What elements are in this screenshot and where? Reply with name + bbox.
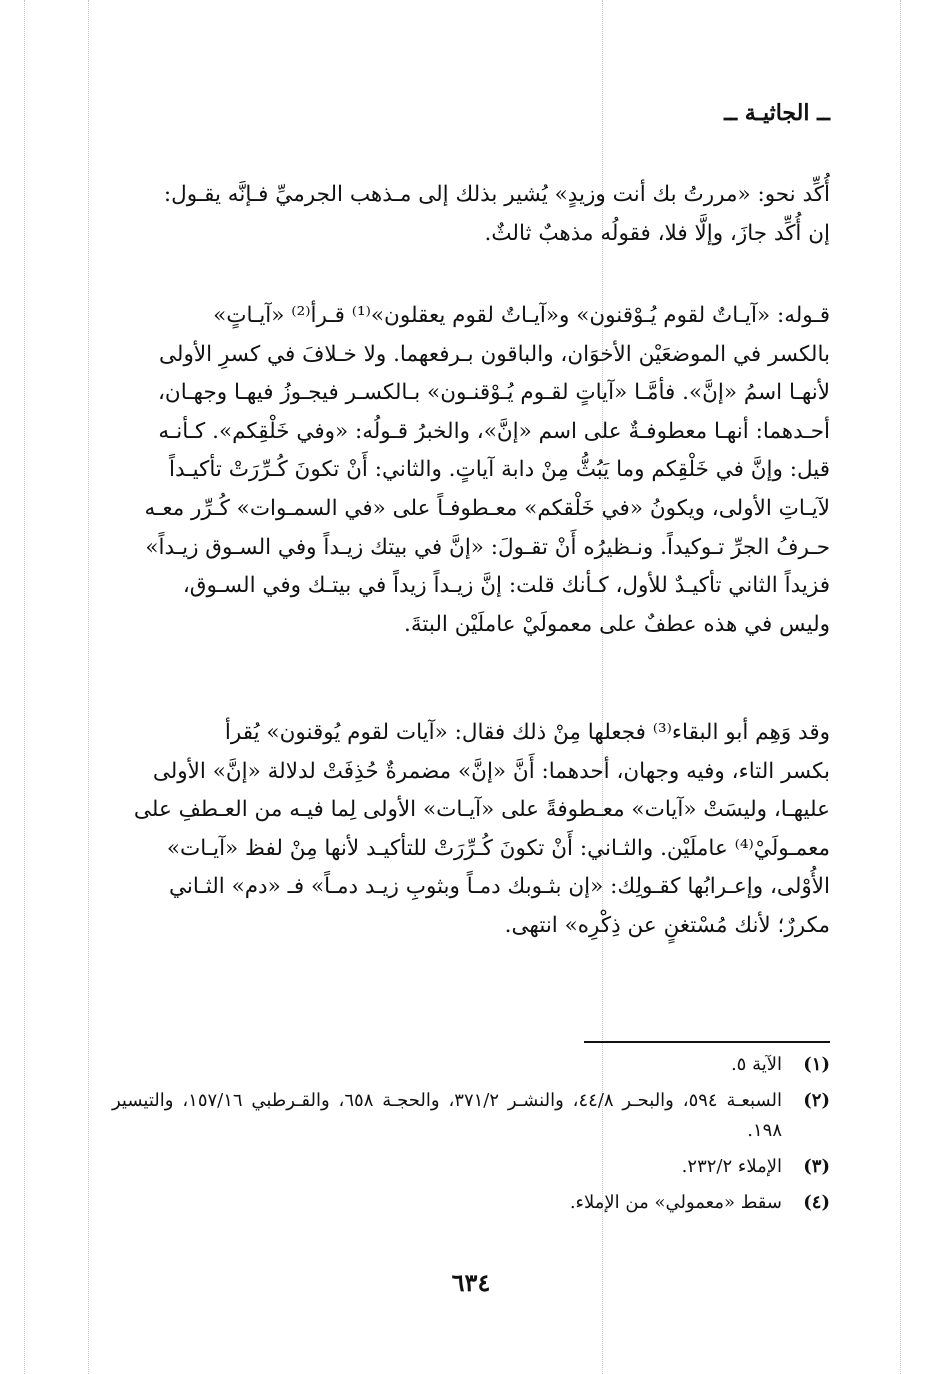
paragraph bbox=[112, 714, 830, 946]
text-line: مكررٌ؛ لأنك مُسْتغنٍ عن ذِكْرِه» انتهى. bbox=[504, 912, 830, 938]
footnote-text: سقط «معمولي» من الإملاء. bbox=[569, 1192, 782, 1213]
footnote-number: (١) bbox=[803, 1054, 830, 1075]
text-line: بالكسر في الموضعَيْن الأخوَان، والباقون بـرفعهما. ولا خـلافَ في كسرِ الأولى bbox=[159, 341, 830, 367]
text-line: قيل: وإنَّ في خَلْقِكم وما يَبُثُّ مِنْ دابة آياتٍ. والثاني: أَنْ تكونَ كُـرِّرَتْ تأكيـداً bbox=[169, 457, 830, 483]
footnote bbox=[112, 1188, 830, 1218]
footnote-number: (٢) bbox=[803, 1090, 830, 1111]
text-line: وقد وَهِم أبو البقاء⁽³⁾ فجعلها مِنْ ذلك فقال: «آيات لقوم يُوقنون» يُقرأ bbox=[224, 720, 830, 745]
text-line: أُكِّد نحو: «مررتُ بك أنت وزيدٍ» يُشير بذلك إلى مـذهب الجرميِّ فـإنَّه يقـول: bbox=[163, 182, 830, 207]
footnote bbox=[112, 1086, 830, 1146]
footnote-divider bbox=[584, 1041, 830, 1043]
scan-artifact-line bbox=[88, 0, 89, 1374]
text-line: معمـولَيْ⁽⁴⁾ عاملَيْن. والثـاني: أَنْ تكونَ كُـرِّرَتْ للتأكيـد لأنها مِنْ لفظ «آيـات» bbox=[166, 835, 830, 861]
scan-artifact-line bbox=[900, 0, 901, 1374]
footnote bbox=[112, 1152, 830, 1182]
footnote-number: (٤) bbox=[803, 1192, 830, 1213]
footnote-text: الإملاء ٢٣٢/٢. bbox=[681, 1156, 782, 1177]
text-line: عليهـا، وليسَتْ «آيات» معـطوفةً على «آيـات» الأولى لِما فيـه من العـطفِ على bbox=[133, 797, 830, 823]
footnote-text: السبعـة ٥٩٤، والبحـر ٤٤/٨، والنشـر ٣٧١/٢، والحجـة ٦٥٨، والقـرطبي ١٥٧/١٦، والتيسير ١٩٨. bbox=[112, 1090, 783, 1141]
text-line: بكسر التاء، وفيه وجهان، أحدهما: أَنَّ «إنَّ» مضمرةٌ حُذِفَتْ لدلالة «إنَّ» الأولى bbox=[152, 758, 830, 784]
text-line: حـرفُ الجرِّ تـوكيداً. ونـظيرُه أَنْ تقـولَ: «إنَّ في بيتك زيـداً وفي السـوق زيـداً» bbox=[145, 534, 830, 560]
page-number: ٦٣٤ bbox=[451, 1268, 491, 1297]
text-line: لأنهـا اسمُ «إنَّ». فأمَّـا «آياتٍ لقـوم يُـوْقنـون» بـالكسـر فيجـوزُ فيهـا وجهـان، bbox=[157, 380, 830, 406]
scan-artifact-line bbox=[24, 0, 25, 1374]
text-line: أحـدهما: أنهـا معطوفـةٌ على اسم «إنَّ»، والخبرُ قـولُه: «وفي خَلْقِكم». كـأنـه bbox=[158, 418, 830, 444]
footnotes bbox=[112, 1050, 830, 1224]
text-line: فزيداً الثاني تأكيـدٌ للأول، كـأنك قلت: إنَّ زيـداً زيداً في بيتـك وفي السـوق، bbox=[182, 573, 830, 599]
footnote-number: (٣) bbox=[803, 1156, 830, 1177]
text-line: وليس في هذه عطفٌ على معمولَيْ عاملَيْن البتةَ. bbox=[404, 611, 830, 637]
footnote-text: الآية ٥. bbox=[730, 1054, 782, 1075]
text-line: لآيـاتِ الأولى، ويكونُ «في خَلْقكم» معـطوفـاً على «في السمـوات» كُـرِّر معـه bbox=[144, 495, 830, 521]
paragraph bbox=[112, 176, 830, 253]
running-head: ــ الجاثيـة ــ bbox=[724, 100, 830, 126]
text-line: إن أُكِّد جازَ، وإلَّا فلا، فقولُه مذهبٌ ثالثٌ. bbox=[484, 220, 830, 246]
text-line: قـوله: «آيـاتٌ لقوم يُـوْقنون» و«آيـاتٌ لقوم يعقلون»⁽¹⁾ قـرأ⁽²⁾ «آيـاتٍ» bbox=[213, 303, 830, 328]
paragraph bbox=[112, 297, 830, 644]
footnote bbox=[112, 1050, 830, 1080]
text-line: الأُوْلى، وإعـرابُها كقـولِك: «إن بثـوبك دمـاً وبثوبِ زيـد دمـاً» فـ «دم» الثـاني bbox=[168, 874, 830, 900]
